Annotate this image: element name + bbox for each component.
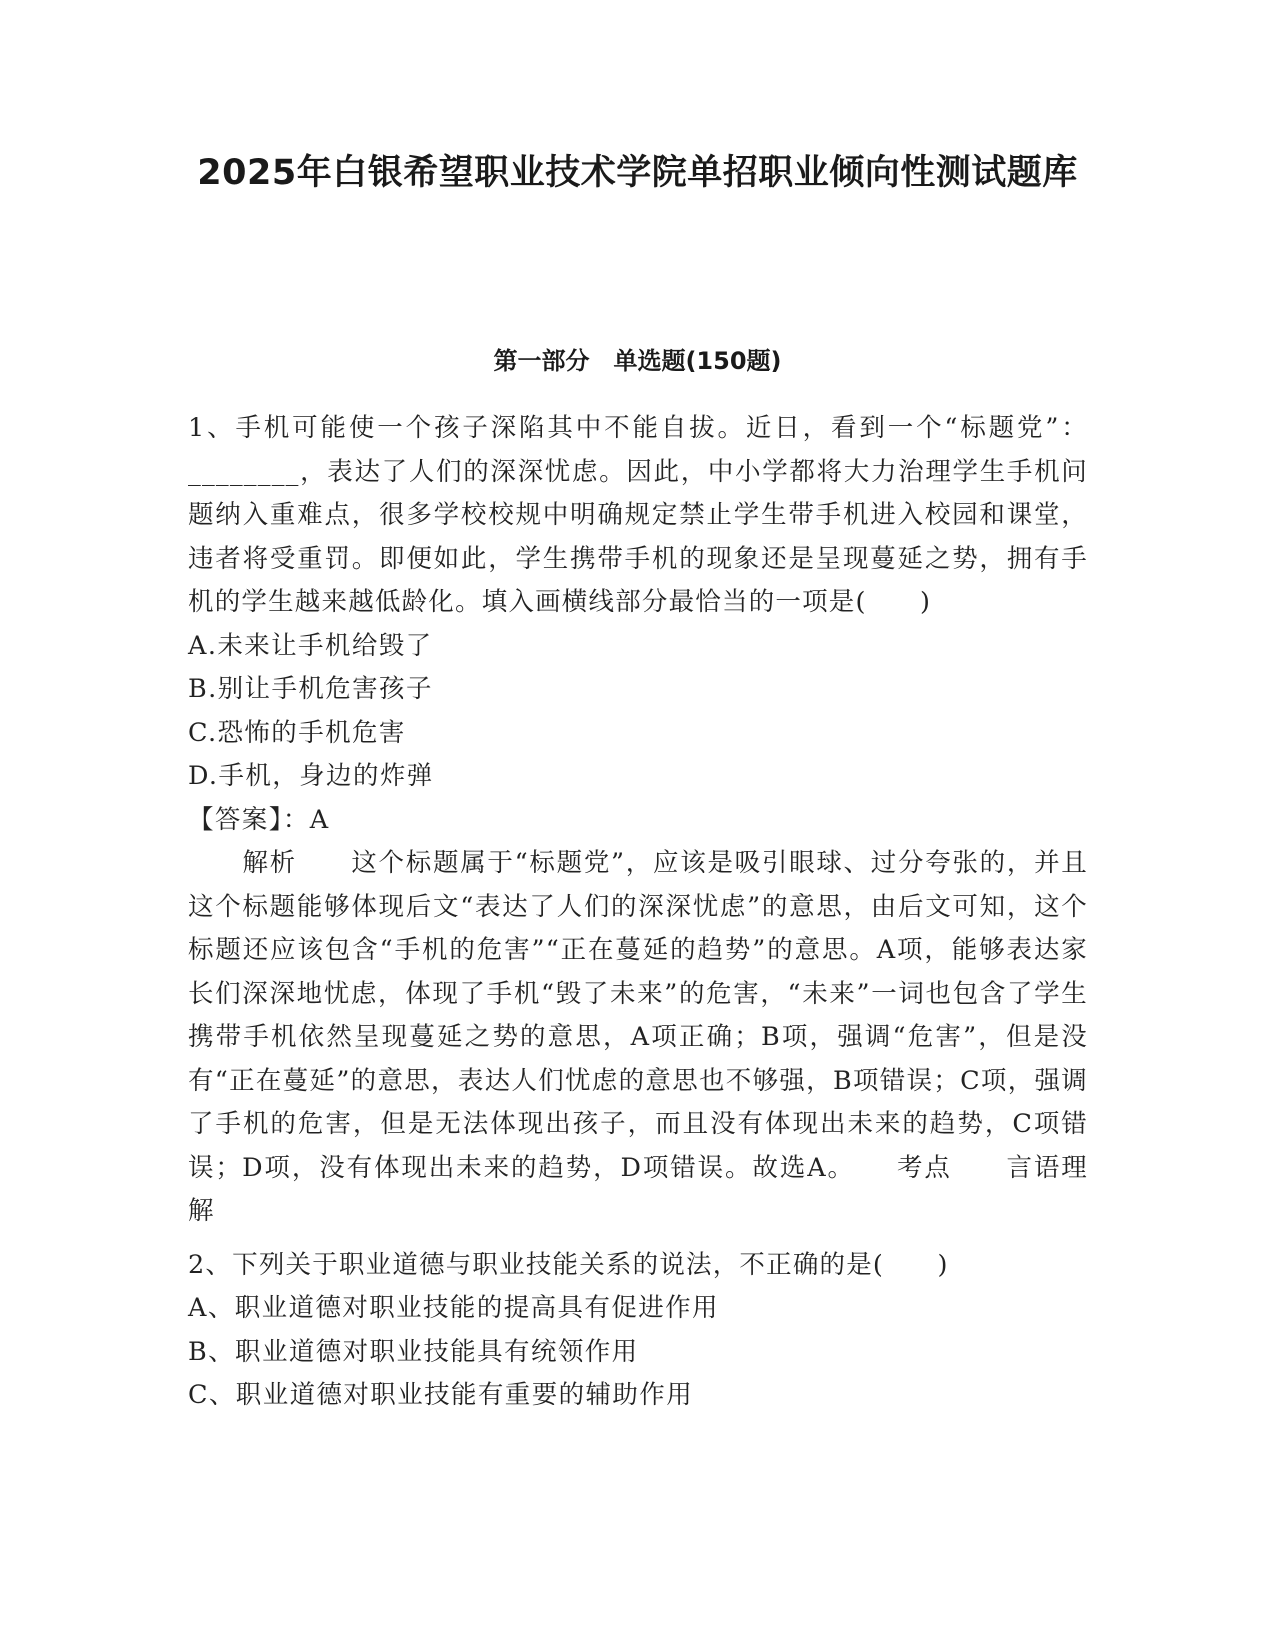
- option-d: D.手机，身边的炸弹: [188, 761, 434, 791]
- question-list: [188, 407, 1088, 1418]
- question-1: [188, 407, 1088, 1234]
- question-2: [188, 1244, 1088, 1418]
- answer-line: 【答案】：A: [188, 804, 330, 835]
- analysis-text: 解析 这个标题属于“标题党”，应该是吸引眼球、过分夸张的，并且这个标题能够体现后文“表达了人们的深深忧虑”的意思，由后文可知，这个标题还应该包含“手机的危害”“正在蔓延的趋势”的意思。A项，能够表达家长们深深地忧虑，体现了手机“毁了未来”的危害，“未来”一词也包含了学生携带手机依然呈现蔓延之势的意思，A项正确；B项，强调“危害”，但是没有“正在蔓延”的意思，表达人们忧虑的意思也不够强，B项错误；C项，强调了手机的危害，但是无法体现出孩子，而且没有体现出未来的趋势，C项错误；D项，没有体现出未来的趋势，D项错误。故选A。 考点 言语理解: [188, 848, 1088, 1226]
- section-heading: 第一部分 单选题(150题): [493, 347, 782, 375]
- question-stem: 1、手机可能使一个孩子深陷其中不能自拔。近日，看到一个“标题党”：________，表达了人们的深深忧虑。因此，中小学都将大力治理学生手机问题纳入重难点，很多学校校规中明确规定禁止学生带手机进入校园和课堂，违者将受重罚。即便如此，学生携带手机的现象还是呈现蔓延之势，拥有手机的学生越来越低龄化。填入画横线部分最恰当的一项是( ): [188, 413, 1088, 617]
- question-stem: 2、下列关于职业道德与职业技能关系的说法，不正确的是( ): [188, 1249, 949, 1280]
- option-b: B、职业道德对职业技能具有统领作用: [188, 1336, 639, 1367]
- option-c: C、职业道德对职业技能有重要的辅助作用: [188, 1380, 694, 1410]
- option-a: A、职业道德对职业技能的提高具有促进作用: [188, 1293, 719, 1323]
- option-c: C.恐怖的手机危害: [188, 717, 406, 748]
- option-b: B.别让手机危害孩子: [188, 674, 433, 704]
- document-title: 2025年白银希望职业技术学院单招职业倾向性测试题库: [197, 153, 1078, 193]
- option-a: A.未来让手机给毁了: [188, 630, 433, 661]
